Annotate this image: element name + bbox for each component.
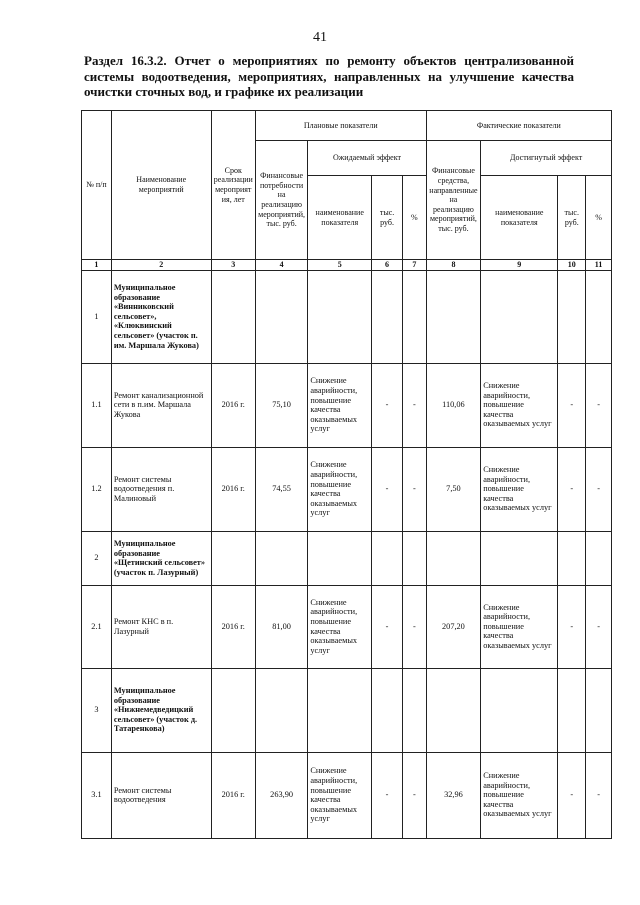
activity-name: Ремонт канализационной сети в п.им. Маршала Жукова — [111, 363, 211, 447]
report-table — [81, 110, 612, 839]
achieved-pct: - — [586, 752, 612, 838]
fin-need: 75,10 — [255, 363, 307, 447]
header-actual: Фактические показатели — [426, 111, 611, 141]
municipality-name: Муниципальное образование «Нижнемедведицкий сельсовет» (участок д. Татаренкова) — [111, 668, 211, 752]
achieved-pct: - — [586, 585, 612, 668]
table-header — [82, 111, 612, 271]
expected-rub: - — [372, 752, 403, 838]
achieved-pct: - — [586, 447, 612, 531]
header-fin-spent: Финансовые средства, направленные на реализацию мероприятий, тыс. руб. — [426, 141, 481, 260]
page-number: 41 — [313, 30, 327, 45]
expected-effect: Снижение аварийности, повышение качества оказываемых услуг — [308, 447, 372, 531]
expected-rub: - — [372, 585, 403, 668]
fin-need: 81,00 — [255, 585, 307, 668]
column-number-row — [82, 260, 612, 271]
expected-pct: - — [402, 752, 426, 838]
row-num: 3 — [82, 668, 112, 752]
expected-effect: Снижение аварийности, повышение качества оказываемых услуг — [308, 363, 372, 447]
row-num: 2 — [82, 531, 112, 585]
expected-pct: - — [402, 447, 426, 531]
row-num: 1 — [82, 270, 112, 363]
col-number: 8 — [426, 260, 481, 271]
col-number: 4 — [255, 260, 307, 271]
achieved-effect: Снижение аварийности, повышение качества оказываемых услуг — [481, 585, 558, 668]
header-ach-indicator: наименование показателя — [481, 176, 558, 260]
col-number: 9 — [481, 260, 558, 271]
header-fin-need: Финансовые потребности на реализацию мероприятий, тыс. руб. — [255, 141, 307, 260]
header-exp-rub: тыс. руб. — [372, 176, 403, 260]
term: 2016 г. — [211, 752, 255, 838]
fin-need: 74,55 — [255, 447, 307, 531]
row-num: 3.1 — [82, 752, 112, 838]
section-title: Раздел 16.3.2. Отчет о мероприятиях по ремонту объектов централизованной системы водоотведения, мероприятиях, направленных на улучшение качества очистки сточных вод, и графике их реализации — [84, 53, 574, 99]
expected-effect: Снижение аварийности, повышение качества оказываемых услуг — [308, 752, 372, 838]
table-row — [82, 363, 612, 447]
term: 2016 г. — [211, 585, 255, 668]
header-exp-indicator: наименование показателя — [308, 176, 372, 260]
col-number: 6 — [372, 260, 403, 271]
fin-spent: 110,06 — [426, 363, 481, 447]
table-row — [82, 447, 612, 531]
header-expected-effect: Ожидаемый эффект — [308, 141, 426, 176]
expected-rub: - — [372, 447, 403, 531]
header-term: Срок реализации мероприятия, лет — [211, 111, 255, 260]
col-number: 7 — [402, 260, 426, 271]
activity-name: Ремонт КНС в п. Лазурный — [111, 585, 211, 668]
achieved-effect: Снижение аварийности, повышение качества оказываемых услуг — [481, 363, 558, 447]
achieved-effect: Снижение аварийности, повышение качества оказываемых услуг — [481, 752, 558, 838]
table-body — [82, 270, 612, 838]
col-number: 1 — [82, 260, 112, 271]
achieved-rub: - — [558, 585, 586, 668]
expected-rub: - — [372, 363, 403, 447]
expected-effect: Снижение аварийности, повышение качества оказываемых услуг — [308, 585, 372, 668]
row-num: 1.1 — [82, 363, 112, 447]
expected-pct: - — [402, 363, 426, 447]
row-num: 1.2 — [82, 447, 112, 531]
municipality-name: Муниципальное образование «Винниковский сельсовет», «Клюквинский сельсовет» (участок п. им. Маршала Жукова) — [111, 270, 211, 363]
table-row — [82, 752, 612, 838]
table-row — [82, 531, 612, 585]
header-planned: Плановые показатели — [255, 111, 426, 141]
col-number: 11 — [586, 260, 612, 271]
achieved-rub: - — [558, 363, 586, 447]
header-ach-pct: % — [586, 176, 612, 260]
header-achieved-effect: Достигнутый эффект — [481, 141, 612, 176]
col-number: 3 — [211, 260, 255, 271]
achieved-pct: - — [586, 363, 612, 447]
achieved-effect: Снижение аварийности, повышение качества оказываемых услуг — [481, 447, 558, 531]
activity-name: Ремонт системы водоотведения — [111, 752, 211, 838]
term: 2016 г. — [211, 447, 255, 531]
term: 2016 г. — [211, 363, 255, 447]
col-number: 5 — [308, 260, 372, 271]
municipality-name: Муниципальное образование «Щетинский сельсовет» (участок п. Лазурный) — [111, 531, 211, 585]
fin-spent: 207,20 — [426, 585, 481, 668]
header-exp-pct: % — [402, 176, 426, 260]
col-number: 2 — [111, 260, 211, 271]
fin-need: 263,90 — [255, 752, 307, 838]
header-ach-rub: тыс. руб. — [558, 176, 586, 260]
table-row — [82, 668, 612, 752]
achieved-rub: - — [558, 752, 586, 838]
achieved-rub: - — [558, 447, 586, 531]
expected-pct: - — [402, 585, 426, 668]
header-name: Наименование мероприятий — [111, 111, 211, 260]
activity-name: Ремонт системы водоотведения п. Малиновый — [111, 447, 211, 531]
fin-spent: 7,50 — [426, 447, 481, 531]
col-number: 10 — [558, 260, 586, 271]
fin-spent: 32,96 — [426, 752, 481, 838]
table-row — [82, 585, 612, 668]
row-num: 2.1 — [82, 585, 112, 668]
table-row — [82, 270, 612, 363]
header-num: № п/п — [82, 111, 112, 260]
